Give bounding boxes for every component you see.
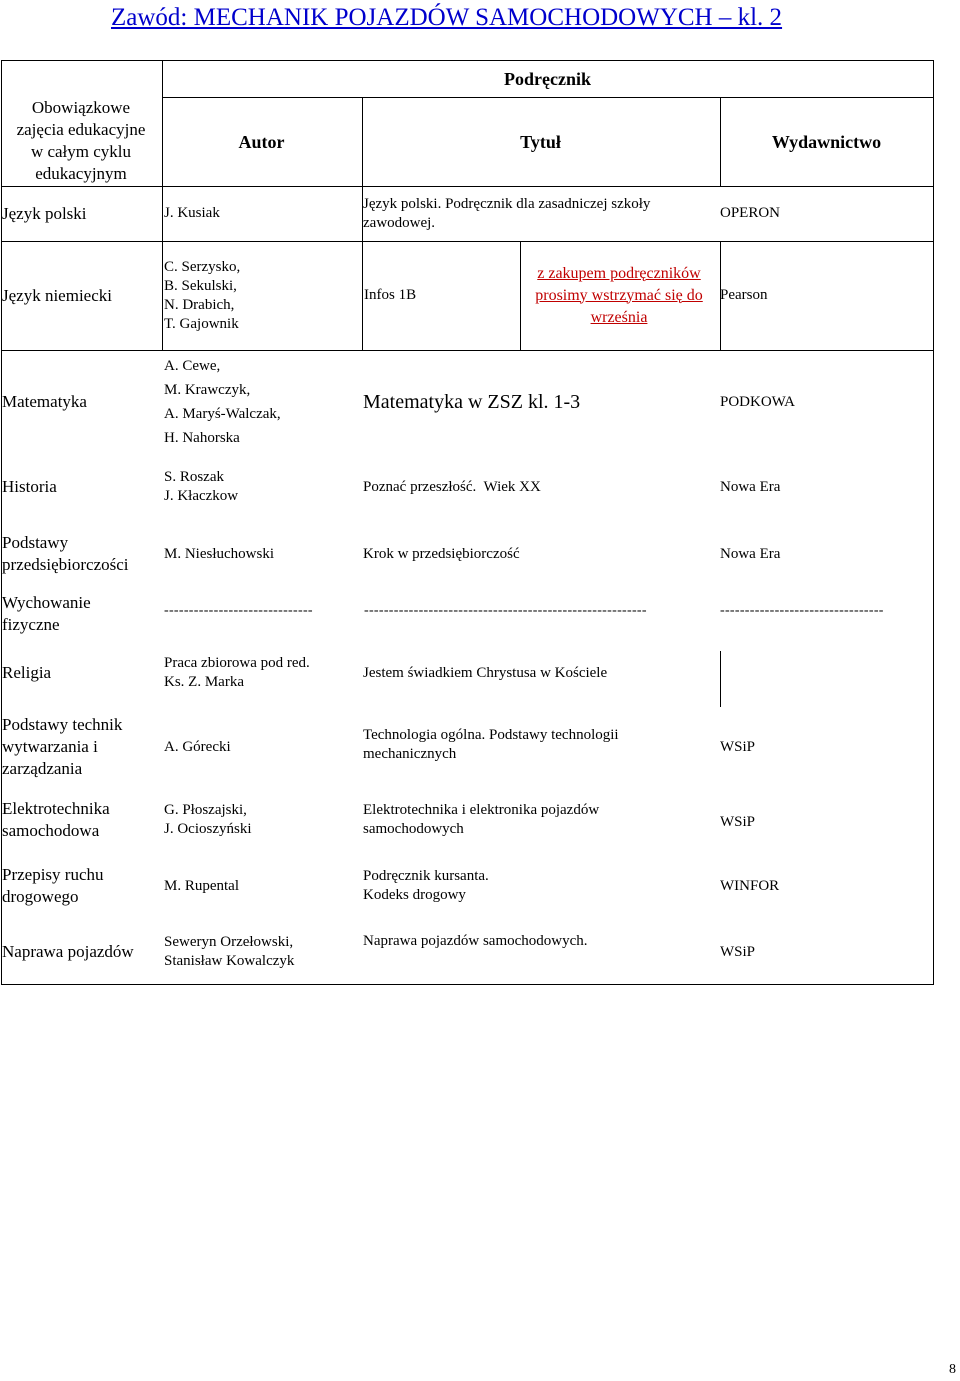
row-author: Praca zbiorowa pod red. Ks. Z. Marka [164,655,310,690]
row-title: --------------------------------------------------------- [364,603,647,618]
row-title: Infos 1B [364,287,417,303]
row-title: Krok w przedsiębiorczość [363,545,520,562]
purchase-note: z zakupem podręczników prosimy wstrzymać się do września [535,264,703,326]
row-publisher: WSiP [720,738,756,755]
header-group: Podręcznik [504,69,591,89]
row-publisher: WSiP [720,943,756,960]
row-subject: Religia [2,663,52,682]
row-publisher: PODKOWA [720,393,795,410]
page-number: 8 [949,1362,956,1377]
row-subject: Przepisy ruchu drogowego [2,865,104,906]
header-subject: Obowiązkowe zajęcia edukacyjne w całym cyklu edukacyjnym [16,98,146,183]
rule-col-1 [162,61,163,350]
row-title: Język polski. Podręcznik dla zasadniczej szkoły zawodowej. [363,195,651,231]
row-title: Poznać przeszłość. Wiek XX [363,478,541,495]
row-author: A. Górecki [164,738,231,755]
row-author: J. Kusiak [164,205,220,221]
row-author: Seweryn Orzełowski, Stanisław Kowalczyk [164,934,295,969]
row-publisher: Pearson [720,287,768,303]
rule-header-top [163,97,934,98]
row-author: ------------------------------ [164,603,313,618]
row-title: Podręcznik kursanta. Kodeks drogowy [363,868,489,903]
row-subject: Język niemiecki [2,285,112,305]
row-title: Matematyka w ZSZ kl. 1-3 [363,390,581,413]
row-title: Elektrotechnika i elektronika pojazdów samochodowych [363,802,600,837]
row-title: Technologia ogólna. Podstawy technologii mechanicznych [363,727,619,762]
row-publisher [720,650,930,696]
row-subject: Naprawa pojazdów [2,942,134,961]
row-author: M. Niesłuchowski [164,545,274,562]
row-author: M. Rupental [164,877,239,894]
header-publisher: Wydawnictwo [771,132,882,152]
row-title: Jestem świadkiem Chrystusa w Kościele [363,664,608,681]
row-publisher: Nowa Era [720,478,781,495]
row-author: A. Cewe, M. Krawczyk, A. Maryś-Walczak, H. Nahorska [164,358,281,446]
row-publisher: --------------------------------- [720,603,884,618]
row-subject: Matematyka [2,392,87,411]
row-publisher: Nowa Era [720,545,781,562]
row-subject: Wychowanie fizyczne [2,593,91,634]
row-publisher: OPERON [720,205,781,221]
row-subject: Podstawy technik wytwarzania i zarządzania [2,715,123,778]
row-publisher: WSiP [720,813,756,830]
row-subject: Język polski [2,203,87,223]
row-subject: Historia [2,477,57,496]
row-title: Naprawa pojazdów samochodowych. [363,933,588,949]
row-author: G. Płoszajski, J. Ocioszyński [164,802,252,837]
row-subject: Podstawy przedsiębiorczości [2,533,129,574]
row-publisher: WINFOR [720,877,780,894]
row-author: S. Roszak J. Kłaczkow [164,469,239,504]
header-title: Tytuł [520,132,561,152]
header-author: Autor [238,132,285,152]
page-title: Zawód: MECHANIK POJAZDÓW SAMOCHODOWYCH – kl. 2 [111,4,783,31]
row-author: C. Serzysko, B. Sekulski, N. Drabich, T. Gajownik [164,258,241,332]
row-subject: Elektrotechnika samochodowa [2,799,110,840]
